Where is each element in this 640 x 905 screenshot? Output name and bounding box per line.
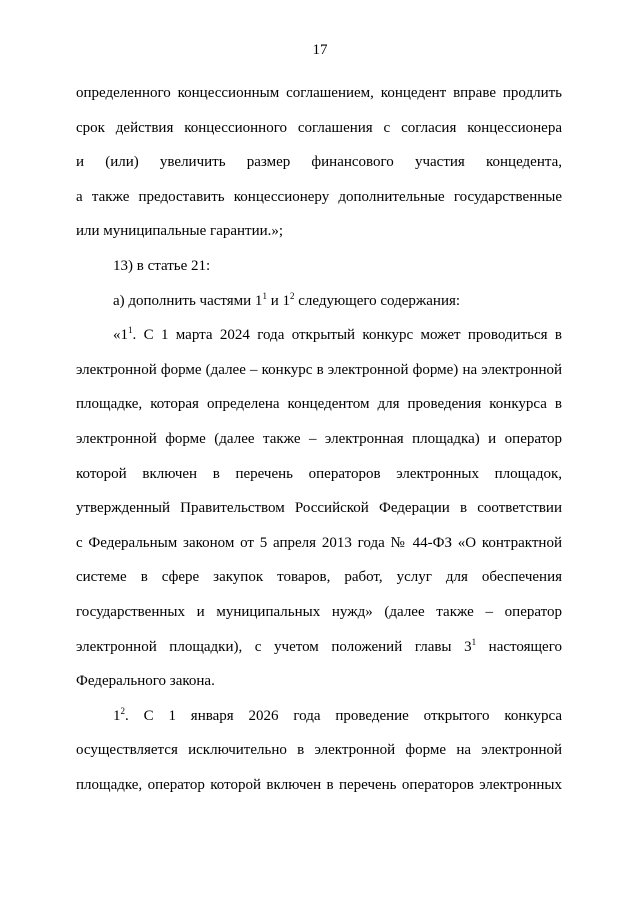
paragraph-1-2-start	[76, 699, 562, 734]
text-line	[76, 560, 562, 595]
line-text: электронной форме (далее также – электронная площадка) и оператор	[76, 430, 562, 447]
line-text: площадке, которая определена концедентом для проведения конкурса в	[76, 396, 562, 413]
line-text: и 1	[266, 292, 290, 309]
line-text: электронной форме (далее – конкурс в электронной форме) на электронной	[76, 361, 562, 378]
text-line	[76, 664, 562, 699]
amendment-item	[76, 284, 562, 319]
superscript: 2	[120, 705, 125, 716]
line-text: или муниципальные гарантии.»;	[76, 223, 284, 240]
line-text: следующего содержания:	[294, 292, 461, 309]
line-text: Федерального закона.	[76, 673, 215, 690]
line-text: 13) в статье 21:	[113, 257, 211, 274]
text-line	[76, 526, 562, 561]
line-text: которой включен в перечень операторов электронных площадок,	[76, 465, 562, 482]
text-line	[76, 145, 562, 180]
line-text: системе в сфере закупок товаров, работ, услуг для обеспечения	[76, 569, 562, 586]
text-line	[76, 768, 562, 803]
line-text: и (или) увеличить размер финансового участия концедента,	[76, 154, 562, 171]
text-line	[76, 353, 562, 388]
document-body	[76, 76, 562, 802]
line-text: площадке, оператор которой включен в перечень операторов электронных	[76, 776, 562, 793]
text-line	[76, 422, 562, 457]
line-text: $1^2$. С 1 января 2026 года проведение открытого конкурса	[113, 705, 562, 724]
line-text: а также предоставить концессионеру дополнительные государственные	[76, 188, 562, 205]
page-number: 17	[312, 42, 328, 58]
line-text: с Федеральным законом от 5 апреля 2013 года № 44-ФЗ «О контрактной	[76, 534, 562, 551]
text-line	[76, 111, 562, 146]
text-line	[76, 214, 562, 249]
line-text: осуществляется исключительно в электронной форме на электронной	[76, 742, 562, 759]
text-line	[76, 733, 562, 768]
text-line	[76, 76, 562, 111]
line-text: «$1^1$. С 1 марта 2024 года открытый конкурс может проводиться в	[113, 325, 562, 344]
line-text: утвержденный Правительством Российской Федерации в соответствии	[76, 500, 562, 517]
line-text: а) дополнить частями 1	[113, 292, 263, 309]
text-line	[76, 180, 562, 215]
superscript: 2	[289, 290, 295, 301]
superscript: 1	[471, 636, 477, 647]
paragraph-1-1-start	[76, 318, 562, 353]
text-line	[76, 491, 562, 526]
line-text: государственных и муниципальных нужд» (далее также – оператор	[76, 603, 562, 620]
line-text: электронной площадки), с учетом положений главы $3^1$ настоящего	[76, 636, 562, 655]
text-line	[76, 630, 562, 665]
superscript: 1	[262, 290, 267, 301]
article-heading	[76, 249, 562, 284]
text-line	[76, 595, 562, 630]
text-line	[76, 457, 562, 492]
line-text: определенного концессионным соглашением, концедент вправе продлить	[76, 85, 562, 101]
text-line	[76, 387, 562, 422]
line-text: срок действия концессионного соглашения с согласия концессионера	[76, 119, 562, 136]
superscript: 1	[128, 325, 133, 336]
